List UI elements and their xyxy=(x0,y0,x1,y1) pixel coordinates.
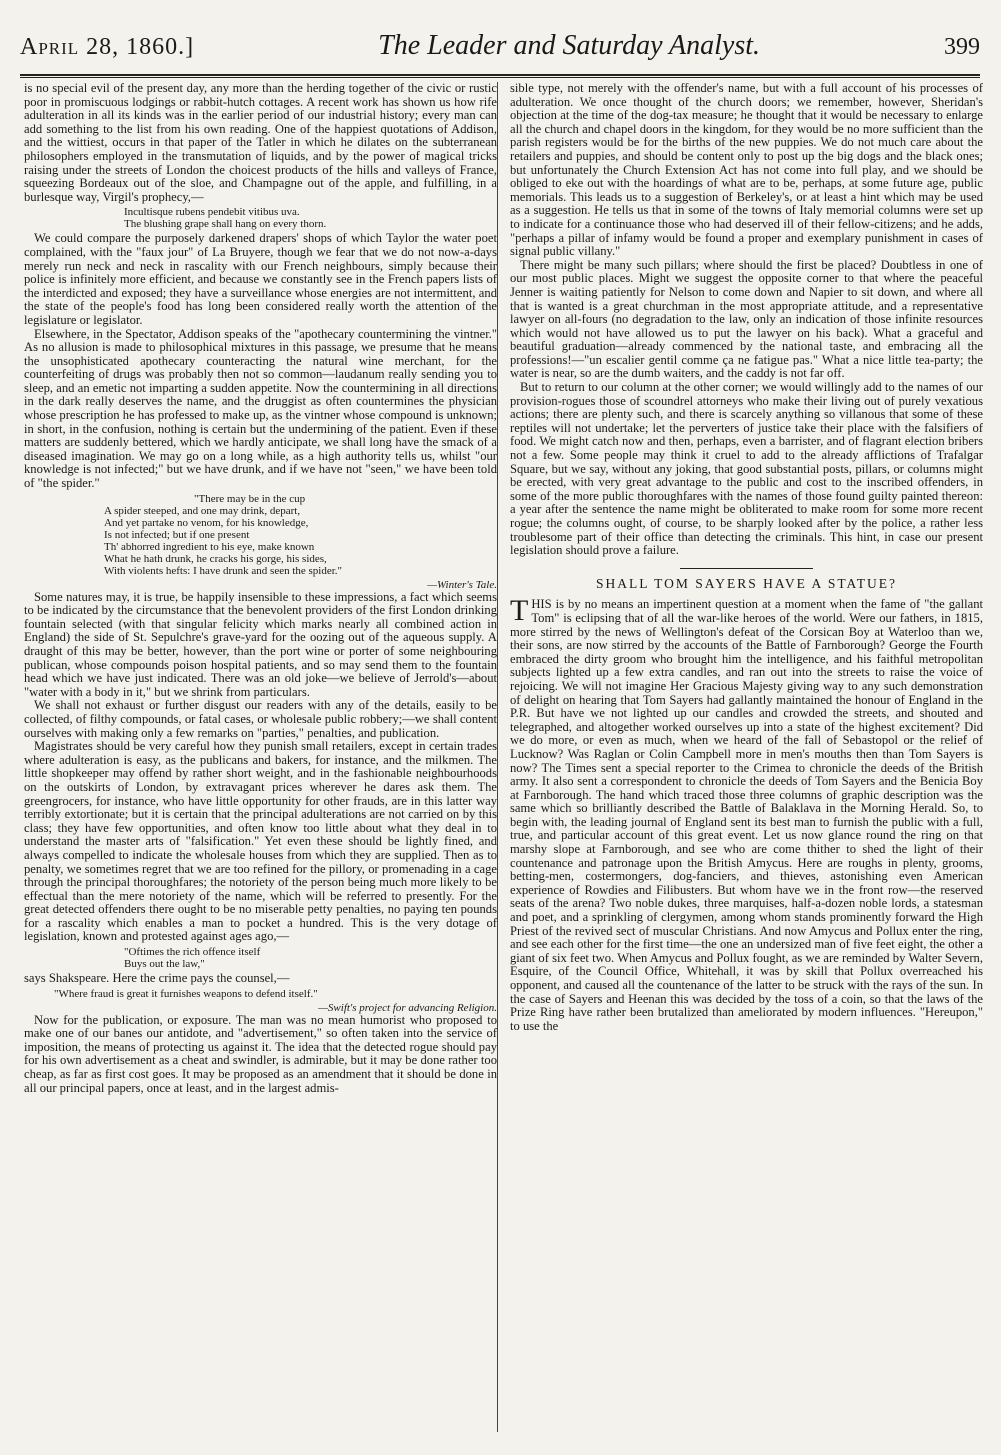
section-heading: SHALL TOM SAYERS HAVE A STATUE? xyxy=(595,575,898,591)
paragraph: Some natures may, it is true, be happily insensible to these impressions, a fact which seems to be indicated by the circumstance that the benevolent providers of the first London drinking fountain selected (with that singular felicity which marks nearly all combined action in England) the side of St. Sepulchre's grave-yard for the oozing out of the aqueous supply. A draught of this may be better, however, than the port wine or porter of some neighbouring publican, whose compounds poison hospital patients, and so may send them to the fountain head which we have just indicated. There was an old joke—we believe of Jerrold's—about "water with a body in it," but we shrink from particulars. xyxy=(24,589,497,699)
verse-quote xyxy=(104,493,497,577)
verse-line: Incultisque rubens pendebit vitibus uva. xyxy=(124,206,300,219)
header-rule xyxy=(20,74,980,76)
left-column xyxy=(24,82,497,1432)
paragraph: Now for the publication, or exposure. The man was no mean humorist who proposed to make one of our banes our antidote, and "advertisement," so often taken into the service of imposition, the means of protecting us against it. The idea that the detected rogue should pay for his own advertisement as a cheat and swindler, is admirable, but it may be done rather too cheap, as far as first cost goes. It may be proposed as an amendment that it should be done in all our principal papers, once at least, and in the largest admis- xyxy=(24,1012,497,1095)
paragraph: says Shakspeare. Here the crime pays the counsel,— xyxy=(24,971,290,986)
paragraph-text: HIS is by no means an impertinent question at a moment when the fame of "the gallant Tom" is eclipsing that of all the war-like heroes of the world. Were our fathers, in 1815, more stirred by the news of Wellington's defeat of the Corsican Boy at Waterloo than we, their sons, are now stirred by the accounts of the Battle of Farnborough? George the Fourth embraced the dirty groom who brought him the intelligence, and his faithful metropolitan subjects lighted up a few extra candles, and ran out into the streets to raise the voice of rejoicing. We will not imagine Her Gracious Majesty giving way to any such demonstration of delight on hearing that Tom Sayers had gallantly maintained the honour of England in the P.R. But have we not lighted up our candles and crowded the streets, and shouted and telegraphed, and altogether worked ourselves up into a state of the highest excitement? Did we do more, or even as much, when we heard of the fall of Sebastopol or the relief of Lucknow? Was Raglan or Colin Campbell more in men's mouths then than Tom Sayers is now? The Times sent a special reporter to the Crimea to chronicle the deeds of the British army. It also sent a correspondent to chronicle the deeds of Tom Sayers and the Benicia Boy at Farnborough. The hand which traced those three columns of graphic description was the same which so brilliantly described the Battle of Balaklava in the Morning Herald. So, to begin with, the leading journal of England sent its best man to furnish the public with a full, true, and particular account of this great event. Let us now glance round the ring on that marshy slope at Farnborough, and see who are come thither to shed the light of their countenance and patronage upon the British Amycus. Here are roughs in plenty, grooms, betting-men, costermongers, dog-fanciers, and thieves, astonishing even American experience of Rowdies and Filibusters. But whom have we in the front row—the reserved seats of the arena? Two noble dukes, three marquises, half-a-dozen noble lords, a statesman and poet, and a sprinkling of clergymen, among whom stands prominently forward the High Priest of the revived sect of muscular Christians. And now Amycus and Pollux enter the ring, and see each other for the first time—the one an undersized man of five feet eight, the other a giant of six feet two. When Amycus and Pollux fought, as we are reminded by Walter Severn, Esquire, of the Council Office, Whitehall, it was by skill that Pollux overreached his opponent, and caused all the countenance of the latter to be struck with the rays of the sun. In the case of Sayers and Heenan this was decided by the toss of a coin, so that the laws of the Prize Ring have rather been brutalized than ameliorated by modern influences. "Hereupon," to use the xyxy=(510,597,983,1033)
verse-line: "Oftimes the rich offence itself xyxy=(124,946,261,959)
paragraph: There might be many such pillars; where should the first be placed? Doubtless in one of our most public places. Might we suggest the opposite corner to that where the peaceful Jenner is waiting patiently for Nelson to come down and Napier to sit down, and where all that is wanted is a great churchman in the most appropriate attitude, and a representative lawyer on all-fours (no degradation to the law, only an indication of those infinite resources which would not have allowed us to put the lawyer on his back). What a graceful and beautiful graduation—already commenced by the national taste, and embracing all the professions!—"un escalier gentil comme ça ne fatigue pas." What a nice little tea-party; the water is near, so are the dumb waiters, and the caddy is not far off. xyxy=(510,257,983,381)
verse-line: And yet partake no venom, for his knowledge, xyxy=(104,516,309,529)
verse-line: What he hath drunk, he cracks his gorge, his sides, xyxy=(104,552,327,565)
section-rule xyxy=(680,568,813,569)
header-page-number: 399 xyxy=(943,34,980,60)
verse-line: Buys out the law," xyxy=(124,958,205,971)
paragraph xyxy=(510,594,983,1033)
paragraph: sible type, not merely with the offender's name, but with a full account of his processes of adulteration. We once thought of the church doors; we remember, however, Sheridan's objection at the time of the dog-tax measure; he thought that it would be necessary to enlarge all the church and chapel doors in the kingdom, for they would be no more sufficient than the parish registers would be for the births of the new puppies. We do not much care about the retailers and puppies, and should be content only to post up the big dogs and the black ones; but unfortunately the Church Extension Act has not come into full play, and we should be obliged to eke out with the hoardings of what are to be, perhaps, at some future age, public memorials. This leads us to a suggestion of Berkeley's, or at least a hint which may be used as a suggestion. He tells us that in some of the towns of Italy memorial columns were set up to indicate for a continuance those who had deserved ill of their fellow-citizens; and he adds, "perhaps a pillar of infamy would be found a proper and exemplary punishment in cases of signal public villany." xyxy=(510,82,983,259)
verse-line: "There may be in the cup xyxy=(194,492,306,505)
paragraph: We shall not exhaust or further disgust our readers with any of the details, easily to be collected, of filthy compounds, or fatal cases, or wholesale public robbery;—we shall content ourselves with making only a few remarks on "parties," penalties, and publication. xyxy=(24,698,497,740)
latin-quote xyxy=(124,206,497,230)
verse-line: The blushing grape shall hang on every thorn. xyxy=(124,218,327,231)
header-date: April 28, 1860.] xyxy=(20,34,195,60)
paragraph: We could compare the purposely darkened drapers' shops of which Taylor the water poet complained, with the "faux jour" of La Bruyere, though we fear that we do not now-a-days merely run neck and neck in rascality with our French neighbours, simply because their police is infinitely more efficient, and because we constantly see in the French papers lists of the interdicted and exposed; they have a surveillance whose energies are not intermittent, and the state of the people's food has long been considered really worth the attention of the legislature or legislator. xyxy=(24,231,497,327)
shakespeare-quote xyxy=(124,946,497,970)
right-column xyxy=(510,82,983,1432)
verse-line: "Where fraud is great it furnishes weapons to defend itself." xyxy=(54,987,318,1000)
paragraph: Elsewhere, in the Spectator, Addison speaks of the "apothecary countermining the vintner." As no allusion is made to philosophical mixtures in this passage, we presume that he means the unsophisticated apothecary counteracting the natural wine merchant, for the counterfeiting of drugs was probably then not so common—laudanum really sending you to sleep, and an emetic not imparting a sudden appetite. Now the countermining in all directions in the dark really deserves the name, and the druggist as often countermines the physician whose prescription he has professed to make up, as the vintner whose compound is unknown; in short, in the confusion, nothing is certain but the undermining of the patient. Even if these matters are suddenly bettered, which we hardly anticipate, we shall long have the smack of a diseased imagination. We may go on a long while, as a high authority tells us, whilst "our knowledge is not infected;" but we have drunk, and if we have not "seen," we have been told of "the spider." xyxy=(24,326,497,491)
swift-quote xyxy=(54,988,497,1000)
quote-attribution: —Swift's project for advancing Religion. xyxy=(318,1001,497,1014)
page-header xyxy=(20,30,980,70)
verse-attribution: —Winter's Tale. xyxy=(427,578,497,591)
verse-line: Is not infected; but if one present xyxy=(104,528,250,541)
column-divider xyxy=(497,82,498,1432)
header-rule-thin xyxy=(20,77,980,78)
verse-line: Th' abhorred ingredient to his eye, make known xyxy=(104,540,315,553)
verse-line: With violents hefts: I have drunk and seen the spider." xyxy=(104,564,343,577)
verse-line: A spider steeped, and one may drink, depart, xyxy=(104,504,301,517)
paragraph: is no special evil of the present day, any more than the herding together of the civic or rustic poor in promiscuous lodgings or rabbit-hutch cottages. A recent work has shown us how rife adulteration in all its kinds was in the earlier period of our industrial history; every man can add something to the list from his own reading. One of the happiest quotations of Addison, and the wittiest, occurs in that paper of the Tatler in which he dilates on the subterranean philosophers employed in the transmutation of liquids, and by the power of magical tricks raising under the streets of London the choicest products of the hills and valleys of France, squeezing Bordeaux out of the sloe, and Champagne out of the apple, and fulfilling, in a burlesque way, Virgil's prophecy,— xyxy=(24,82,497,204)
drop-cap: T xyxy=(510,594,529,628)
paragraph: Magistrates should be very careful how they punish small retailers, except in certain trades where adulteration is easy, as the publicans and bakers, for instance, and the milkmen. The little shopkeeper may offend by rather short weight, and in the fashionable neighbourhoods on the outskirts of London, by extravagant prices wherever he dares ask them. The greengrocers, for instance, who have little opportunity for other frauds, are in this latter way terribly extortionate; but it is certain that the principal adulterations are not carried on by this class; they have few opportunities, and often know too little about what they deal in to understand the master arts of "falsification." Yet even these should be lightly fined, and always compelled to indicate the wholesale houses from which they are supplied. Then as to penalty, we sometimes regret that we are too refined for the pillory, or promenading in a cage through the principal thoroughfares; the notoriety of the person being much more likely to be effectual than the mere notoriety of the name, which will be referred to presently. For the great detected offenders there ought to be no miserable petty penalties, no paying ten pounds for a rascality which enables a man to pocket a hundred. This is the very dotage of legislation, known and protested against ages ago,— xyxy=(24,739,497,944)
header-title: The Leader and Saturday Analyst. xyxy=(378,30,761,61)
paragraph: But to return to our column at the other corner; we would willingly add to the names of our provision-rogues those of scoundrel attorneys who make their living out of purely vexatious actions; there are plenty such, and there is scarcely anything so villanous that some of these reptiles will not undertake; let the perverters of justice take their place with the falsifiers of food. We might catch now and then, perhaps, even a barrister, and of flagrant election bribers not a few. Some people may think it cruel to add to the already afflictions of Trafalgar Square, but we say, without any joking, that good substantial posts, pillars, or columns might be erected, with very great advantage to the public and cost to the inscribed offenders, in some of the more public thoroughfares with the names of those found guilty painted thereon: a year after the sentence the name might be obliterated to make room for some more recent rogue; the columns ought, of course, to be sharply looked after by the police, a rather less troublesome part of their office than detecting the criminals. This hint, in case our present legislation should prove a failure. xyxy=(510,380,983,558)
